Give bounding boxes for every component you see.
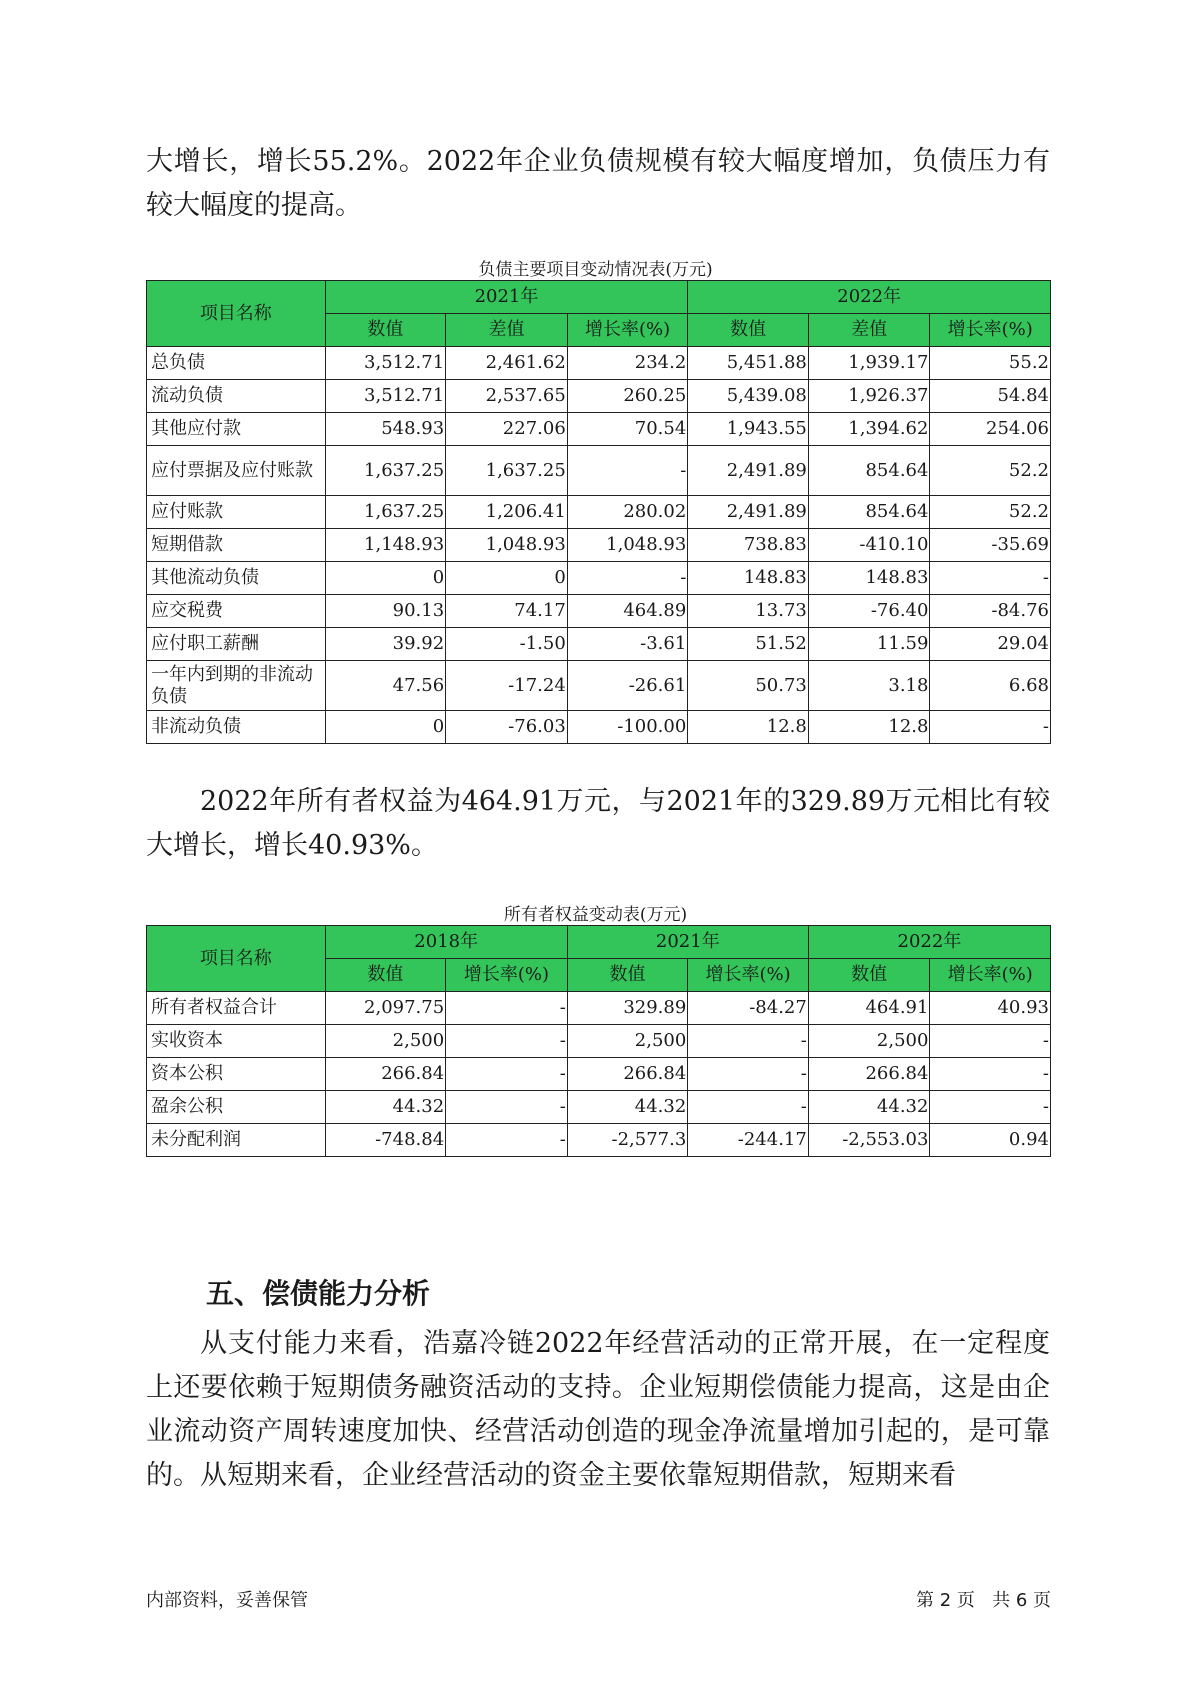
table-cell: 52.2 [930,496,1051,529]
footer-page-number: 第 2 页 共 6 页 [916,1590,1051,1611]
table-cell: -17.24 [446,661,568,711]
table-cell: 1,048.93 [567,529,688,562]
table-cell: 55.2 [930,347,1051,380]
table-cell: 12.8 [688,711,809,744]
table-cell: - [688,1058,809,1091]
row-label: 应付票据及应付账款 [147,446,326,496]
table-cell: 2,097.75 [325,992,446,1025]
table-cell: - [930,1058,1051,1091]
table-cell: 854.64 [808,496,930,529]
table-cell: - [446,1091,568,1124]
table-cell: -84.27 [688,992,809,1025]
table-row [147,661,1051,711]
table-row [147,711,1051,744]
table-row [147,595,1051,628]
table-cell: 2,461.62 [446,347,568,380]
table-cell: 90.13 [325,595,446,628]
table-cell: - [930,562,1051,595]
table-cell: 3.18 [808,661,930,711]
row-label: 应交税费 [147,595,326,628]
table-cell: -35.69 [930,529,1051,562]
liability-table-caption: 负债主要项目变动情况表(万元) [478,260,713,280]
table-cell: 1,206.41 [446,496,568,529]
row-label: 总负债 [147,347,326,380]
table-cell: 2,500 [808,1025,930,1058]
table-cell: 266.84 [567,1058,688,1091]
table-row [147,562,1051,595]
table-row [147,380,1051,413]
table-cell: 51.52 [688,628,809,661]
year-header: 2018年 [325,926,567,959]
equity-paragraph: 2022年所有者权益为464.91万元，与2021年的329.89万元相比有较大增长，增长40.93%。 [146,786,1050,861]
column-header: 数值 [325,314,446,347]
row-label: 应付职工薪酬 [147,628,326,661]
table-row [147,1124,1051,1157]
table-cell: -100.00 [567,711,688,744]
intro-paragraph: 大增长，增长55.2%。2022年企业负债规模有较大幅度增加，负债压力有较大幅度的提高。 [146,146,1050,221]
row-label: 一年内到期的非流动负债 [147,661,326,711]
table-cell: -84.76 [930,595,1051,628]
table-cell: 12.8 [808,711,930,744]
table-row [147,413,1051,446]
table-row [147,347,1051,380]
table-cell: 227.06 [446,413,568,446]
table-cell: - [688,1025,809,1058]
column-header: 增长率(%) [567,314,688,347]
table-cell: 5,451.88 [688,347,809,380]
table-cell: 148.83 [808,562,930,595]
row-label: 未分配利润 [147,1124,326,1157]
table-cell: 52.2 [930,446,1051,496]
table-cell: 50.73 [688,661,809,711]
table-cell: -76.40 [808,595,930,628]
table-cell: -410.10 [808,529,930,562]
table-cell: 1,148.93 [325,529,446,562]
table-cell: 266.84 [325,1058,446,1091]
table-row [147,446,1051,496]
table-cell: 854.64 [808,446,930,496]
solvency-paragraph: 从支付能力来看，浩嘉冷链2022年经营活动的正常开展，在一定程度上还要依赖于短期债务融资活动的支持。企业短期偿债能力提高，这是由企业流动资产周转速度加快、经营活动创造的现金净流量增加引起的，是可靠的。从短期来看，企业经营活动的资金主要依靠短期借款，短期来看 [146,1328,1050,1491]
table-cell: 11.59 [808,628,930,661]
table-cell: 1,637.25 [325,446,446,496]
table-cell: 0 [325,711,446,744]
table-cell: 3,512.71 [325,380,446,413]
table-cell: 464.89 [567,595,688,628]
table-cell: - [446,992,568,1025]
item-name-header: 项目名称 [147,926,326,992]
table-cell: 0 [446,562,568,595]
table-cell: 47.56 [325,661,446,711]
table-cell: -2,553.03 [808,1124,930,1157]
table-cell: 70.54 [567,413,688,446]
table-cell: 5,439.08 [688,380,809,413]
year-header: 2022年 [688,281,1051,314]
table-cell: 1,394.62 [808,413,930,446]
column-header: 增长率(%) [930,959,1051,992]
year-header: 2022年 [808,926,1050,959]
equity-table-caption: 所有者权益变动表(万元) [503,905,688,925]
table-cell: 464.91 [808,992,930,1025]
table-cell: 2,500 [567,1025,688,1058]
table-cell: 1,926.37 [808,380,930,413]
table-cell: -2,577.3 [567,1124,688,1157]
table-cell: 738.83 [688,529,809,562]
table-cell: 44.32 [567,1091,688,1124]
table-cell: 254.06 [930,413,1051,446]
table-cell: -244.17 [688,1124,809,1157]
table-row [147,1091,1051,1124]
column-header: 增长率(%) [930,314,1051,347]
table-row [147,496,1051,529]
column-header: 增长率(%) [688,959,809,992]
column-header: 增长率(%) [446,959,568,992]
row-label: 应付账款 [147,496,326,529]
table-cell: 1,943.55 [688,413,809,446]
table-cell: 1,637.25 [325,496,446,529]
table-cell: 1,939.17 [808,347,930,380]
table-cell: -76.03 [446,711,568,744]
section-heading: 五、偿债能力分析 [206,1277,431,1310]
row-label: 非流动负债 [147,711,326,744]
table-cell: - [930,711,1051,744]
footer-confidential-note: 内部资料，妥善保管 [146,1590,308,1611]
table-cell: 13.73 [688,595,809,628]
row-label: 实收资本 [147,1025,326,1058]
table-cell: 29.04 [930,628,1051,661]
table-cell: 44.32 [325,1091,446,1124]
row-label: 短期借款 [147,529,326,562]
row-label: 盈余公积 [147,1091,326,1124]
row-label: 流动负债 [147,380,326,413]
table-cell: 266.84 [808,1058,930,1091]
table-cell: 148.83 [688,562,809,595]
table-cell: 0 [325,562,446,595]
table-cell: - [567,446,688,496]
year-header: 2021年 [567,926,808,959]
table-row [147,1058,1051,1091]
row-label: 其他流动负债 [147,562,326,595]
equity-table [146,925,1051,1157]
row-label: 所有者权益合计 [147,992,326,1025]
table-cell: -1.50 [446,628,568,661]
table-cell: 2,537.65 [446,380,568,413]
table-cell: -26.61 [567,661,688,711]
liability-table [146,280,1051,744]
column-header: 差值 [808,314,930,347]
column-header: 差值 [446,314,568,347]
table-cell: 2,491.89 [688,446,809,496]
table-cell: - [930,1091,1051,1124]
table-cell: -748.84 [325,1124,446,1157]
table-cell: 2,500 [325,1025,446,1058]
table-cell: 234.2 [567,347,688,380]
table-cell: - [567,562,688,595]
item-name-header: 项目名称 [147,281,326,347]
column-header: 数值 [808,959,930,992]
table-cell: 44.32 [808,1091,930,1124]
table-row [147,992,1051,1025]
table-cell: 0.94 [930,1124,1051,1157]
year-header: 2021年 [325,281,688,314]
table-row [147,628,1051,661]
table-cell: 1,048.93 [446,529,568,562]
table-cell: 1,637.25 [446,446,568,496]
column-header: 数值 [325,959,446,992]
table-cell: 40.93 [930,992,1051,1025]
table-cell: -3.61 [567,628,688,661]
table-cell: - [688,1091,809,1124]
column-header: 数值 [688,314,809,347]
table-cell: - [446,1025,568,1058]
table-row [147,529,1051,562]
table-cell: 74.17 [446,595,568,628]
row-label: 其他应付款 [147,413,326,446]
table-cell: 280.02 [567,496,688,529]
table-cell: 54.84 [930,380,1051,413]
table-cell: 2,491.89 [688,496,809,529]
table-cell: - [446,1058,568,1091]
table-row [147,1025,1051,1058]
table-cell: - [446,1124,568,1157]
table-cell: - [930,1025,1051,1058]
table-cell: 6.68 [930,661,1051,711]
table-cell: 39.92 [325,628,446,661]
table-cell: 329.89 [567,992,688,1025]
column-header: 数值 [567,959,688,992]
row-label: 资本公积 [147,1058,326,1091]
table-cell: 3,512.71 [325,347,446,380]
table-cell: 548.93 [325,413,446,446]
table-cell: 260.25 [567,380,688,413]
